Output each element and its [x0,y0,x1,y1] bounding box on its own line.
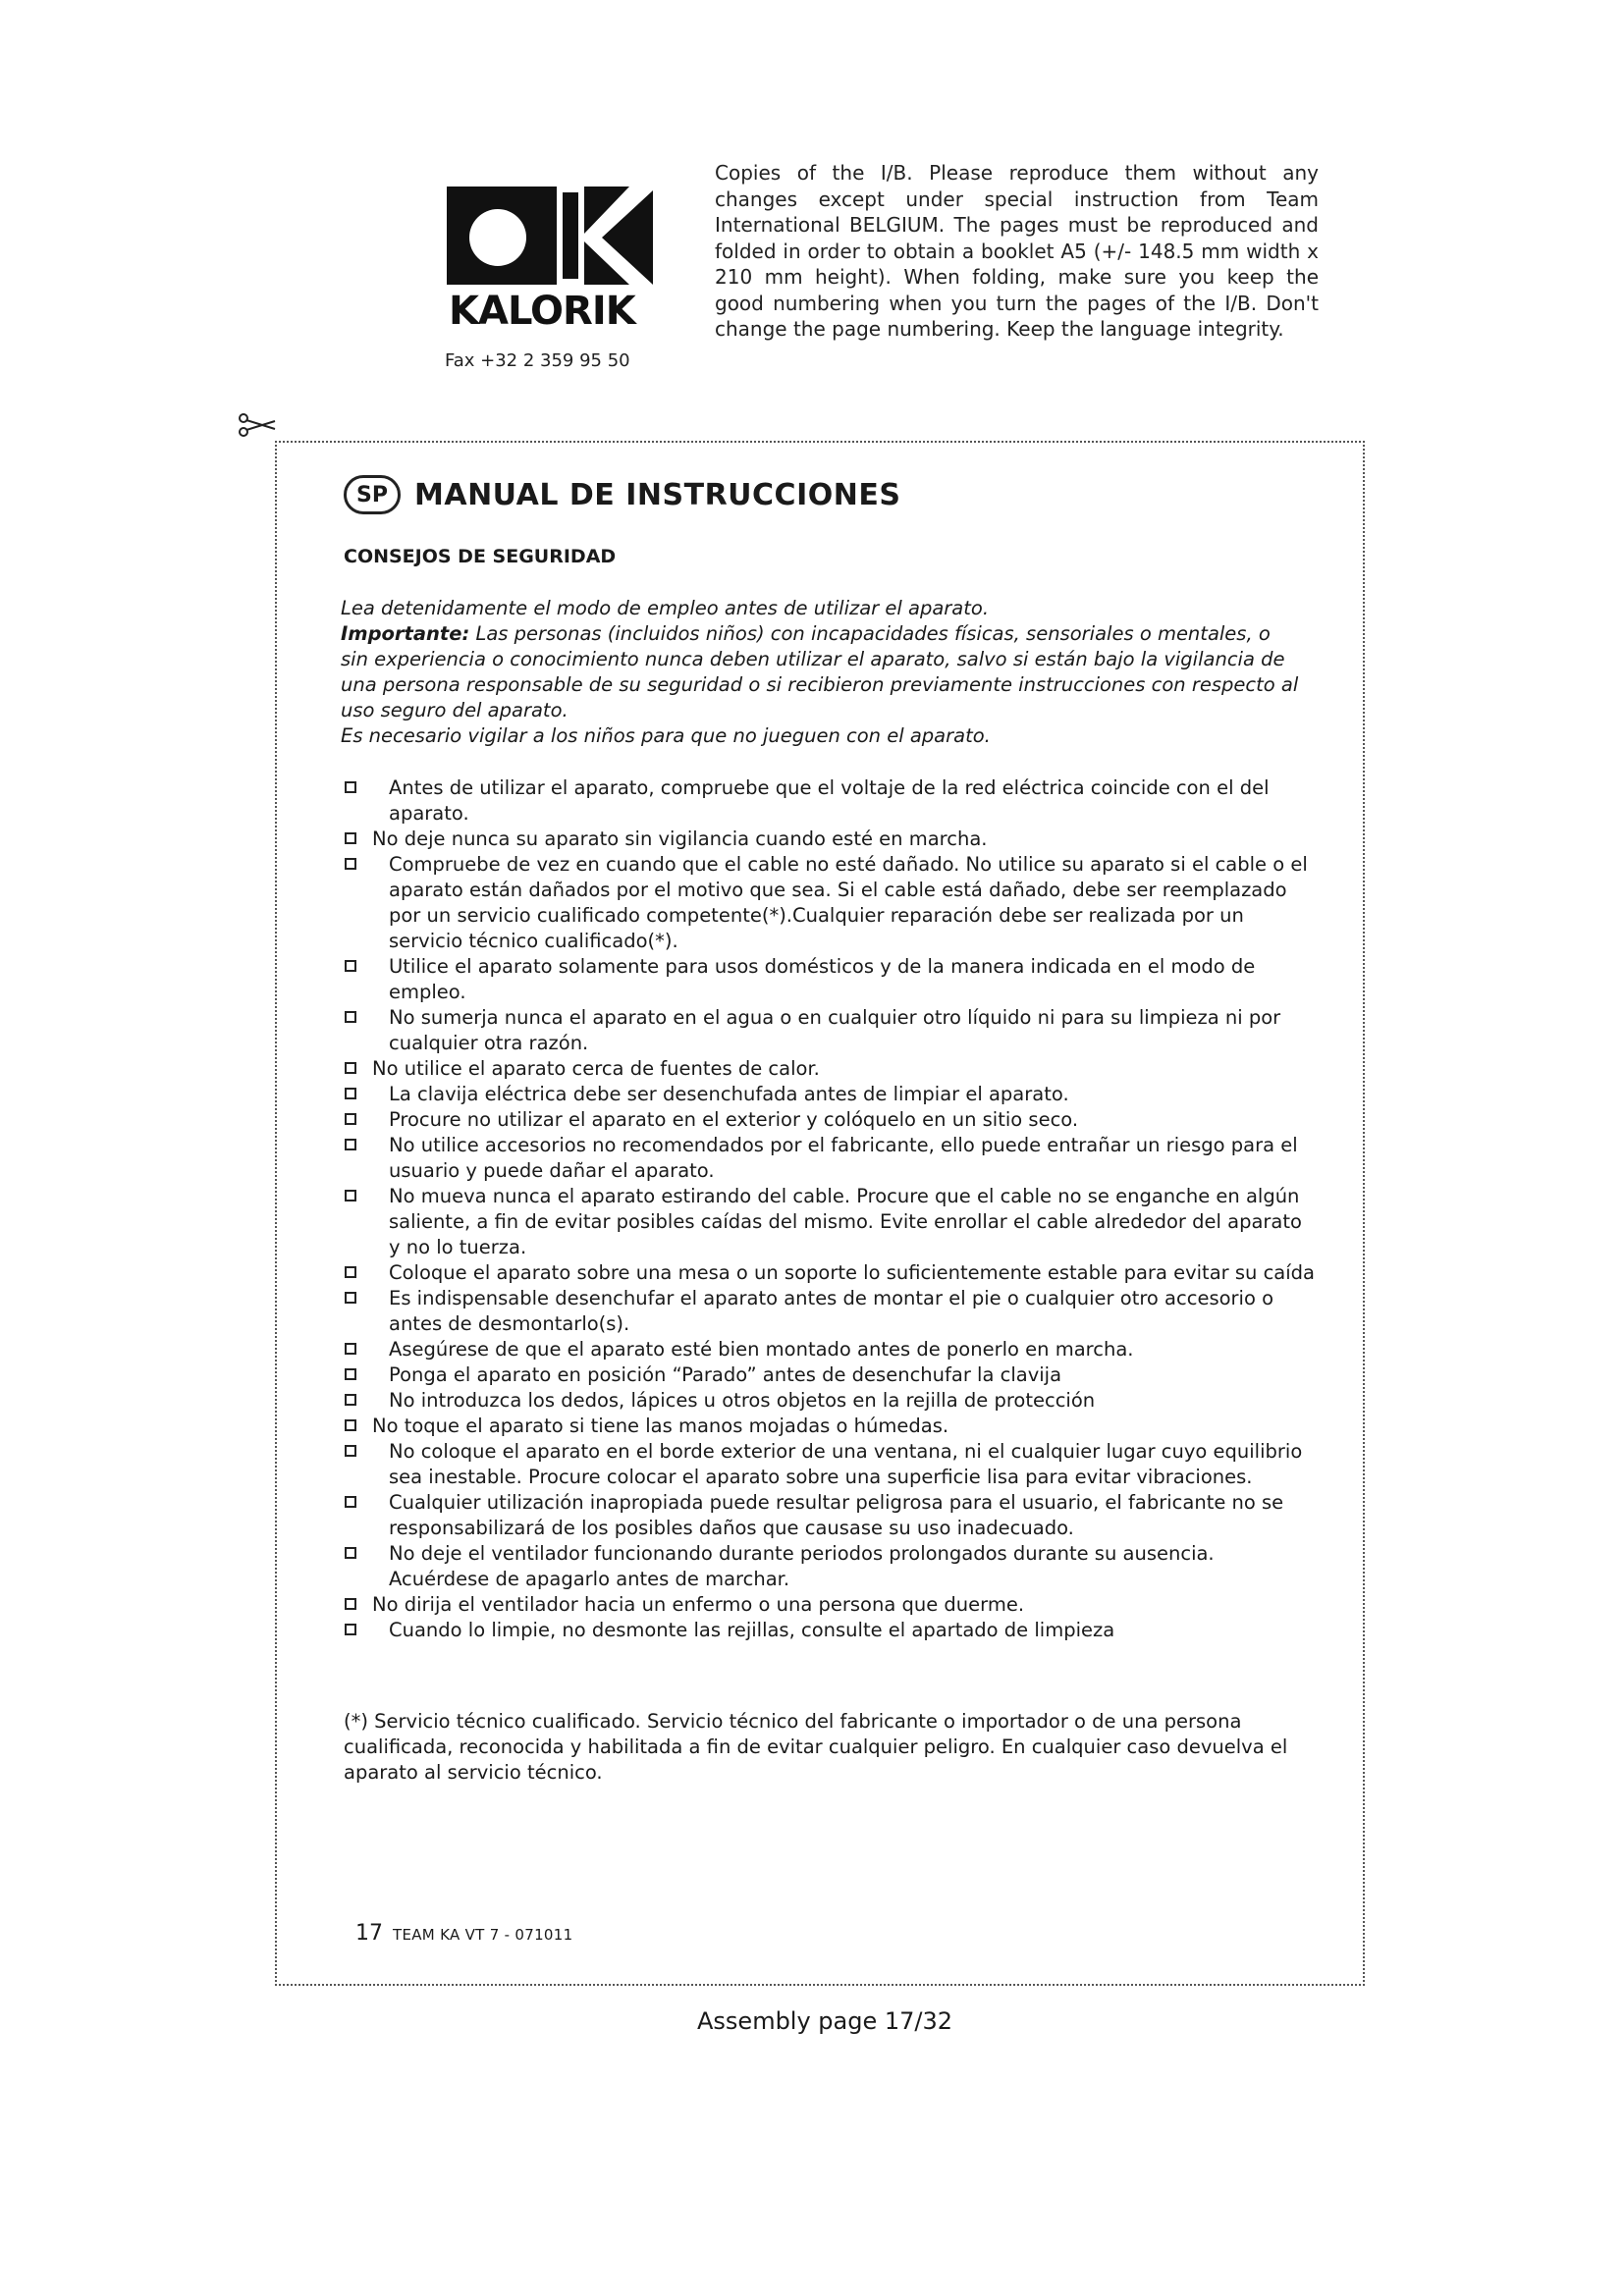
checkbox-icon [345,1266,356,1278]
checkbox-icon [345,1598,356,1610]
list-item: No dirija el ventilador hacia un enfermo o una persona que duerme. [344,1592,1316,1618]
checkbox-icon [345,960,356,972]
page-code: TEAM KA VT 7 - 071011 [393,1926,573,1944]
language-badge: SP [344,475,401,514]
safety-list [344,775,1316,1643]
checkbox-icon [345,1394,356,1406]
checkbox-icon [345,1445,356,1457]
list-item: Compruebe de vez en cuando que el cable no esté dañado. No utilice su aparato si el cable o el aparato están dañados por el motivo que sea. Si el cable está dañado, debe ser reemplazado por un servicio cualificado competente(*).Cualquier reparación debe ser realizada por un servicio técnico cualificado(*). [344,852,1316,954]
list-item: No introduzca los dedos, lápices u otros objetos en la rejilla de protección [344,1388,1316,1414]
checkbox-icon [345,1062,356,1074]
list-item: No toque el aparato si tiene las manos mojadas o húmedas. [344,1414,1316,1439]
list-item: No utilice el aparato cerca de fuentes de calor. [344,1056,1316,1082]
list-item: No utilice accesorios no recomendados por el fabricante, ello puede entrañar un riesgo para el usuario y puede dañar el aparato. [344,1133,1316,1184]
reproduction-instructions: Copies of the I/B. Please reproduce them without any changes except under special instruction from Team International BELGIUM. The pages must be reproduced and folded in order to obtain a booklet A5 (+/- 148.5 mm width x 210 mm height). When folding, make sure you keep the good numbering when you turn the pages of the I/B. Don't change the page numbering. Keep the language integrity. [715,161,1319,341]
checkbox-icon [345,1624,356,1635]
assembly-page-label: Assembly page 17/32 [697,2007,953,2035]
checkbox-icon [345,1139,356,1150]
important-paragraph [341,621,1303,723]
list-item: Procure no utilizar el aparato en el exterior y colóquelo en un sitio seco. [344,1107,1316,1133]
list-item: No mueva nunca el aparato estirando del cable. Procure que el cable no se enganche en algún saliente, a fin de evitar posibles caídas del mismo. Evite enrollar el cable alrededor del aparato y no lo tuerza. [344,1184,1316,1260]
checkbox-icon [345,858,356,870]
scissors-icon [238,410,279,440]
page-number: 17 [355,1921,383,1946]
intro-block [341,596,1303,749]
list-item: Ponga el aparato en posición “Parado” antes de desenchufar la clavija [344,1362,1316,1388]
list-item: No deje nunca su aparato sin vigilancia cuando esté en marcha. [344,827,1316,852]
checkbox-icon [345,1011,356,1023]
section-heading: CONSEJOS DE SEGURIDAD [344,546,617,567]
list-item: Cuando lo limpie, no desmonte las rejillas, consulte el apartado de limpieza [344,1618,1316,1643]
checkbox-icon [345,1496,356,1508]
list-item: Utilice el aparato solamente para usos domésticos y de la manera indicada en el modo de empleo. [344,954,1316,1005]
checkbox-icon [345,1088,356,1099]
list-item: No coloque el aparato en el borde exterior de una ventana, ni el cualquier lugar cuyo equilibrio sea inestable. Procure colocar el aparato sobre una superficie lisa para evitar vibraciones. [344,1439,1316,1490]
checkbox-icon [345,1419,356,1431]
intro-line: Es necesario vigilar a los niños para que no jueguen con el aparato. [341,724,991,747]
intro-line: Lea detenidamente el modo de empleo antes de utilizar el aparato. [341,597,990,619]
list-item: Coloque el aparato sobre una mesa o un soporte lo suficientemente estable para evitar su caída [344,1260,1316,1286]
manual-title-row [344,472,900,517]
list-item: Cualquier utilización inapropiada puede resultar peligrosa para el usuario, el fabricante no se responsabilizará de los posibles daños que causase su uso inadecuado. [344,1490,1316,1541]
kalorik-logo-mark [447,187,673,334]
list-item: No deje el ventilador funcionando durante periodos prolongados durante su ausencia. Acuérdese de apagarlo antes de marchar. [344,1541,1316,1592]
checkbox-icon [345,781,356,793]
list-item: Antes de utilizar el aparato, compruebe que el voltaje de la red eléctrica coincide con el del aparato. [344,775,1316,827]
list-item: Es indispensable desenchufar el aparato antes de montar el pie o cualquier otro accesorio o antes de desmontarlo(s). [344,1286,1316,1337]
list-item: Asegúrese de que el aparato esté bien montado antes de ponerlo en marcha. [344,1337,1316,1362]
checkbox-icon [345,1368,356,1380]
footnote: (*) Servicio técnico cualificado. Servicio técnico del fabricante o importador o de una persona cualificada, reconocida y habilitada a fin de evitar cualquier peligro. En cualquier caso devuelva el aparato al servicio técnico. [344,1710,1288,1784]
manual-title: MANUAL DE INSTRUCCIONES [414,477,901,512]
checkbox-icon [345,1547,356,1559]
kalorik-logo [447,187,673,334]
list-item: La clavija eléctrica debe ser desenchufada antes de limpiar el aparato. [344,1082,1316,1107]
list-item: No sumerja nunca el aparato en el agua o en cualquier otro líquido ni para su limpieza ni por cualquier otra razón. [344,1005,1316,1056]
important-text: Las personas (incluidos niños) con incapacidades físicas, sensoriales o mentales, o sin experiencia o conocimiento nunca deben utilizar el aparato, salvo si están bajo la vigilancia de una persona responsable de su seguridad o si recibieron previamente instrucciones con respecto al uso seguro del aparato. [341,622,1299,721]
checkbox-icon [345,1343,356,1355]
fax-number: Fax +32 2 359 95 50 [445,350,630,371]
checkbox-icon [345,832,356,844]
checkbox-icon [345,1113,356,1125]
important-label: Importante: [341,622,470,645]
checkbox-icon [345,1292,356,1304]
checkbox-icon [345,1190,356,1201]
logo-wordmark: KALORIK [449,289,635,334]
